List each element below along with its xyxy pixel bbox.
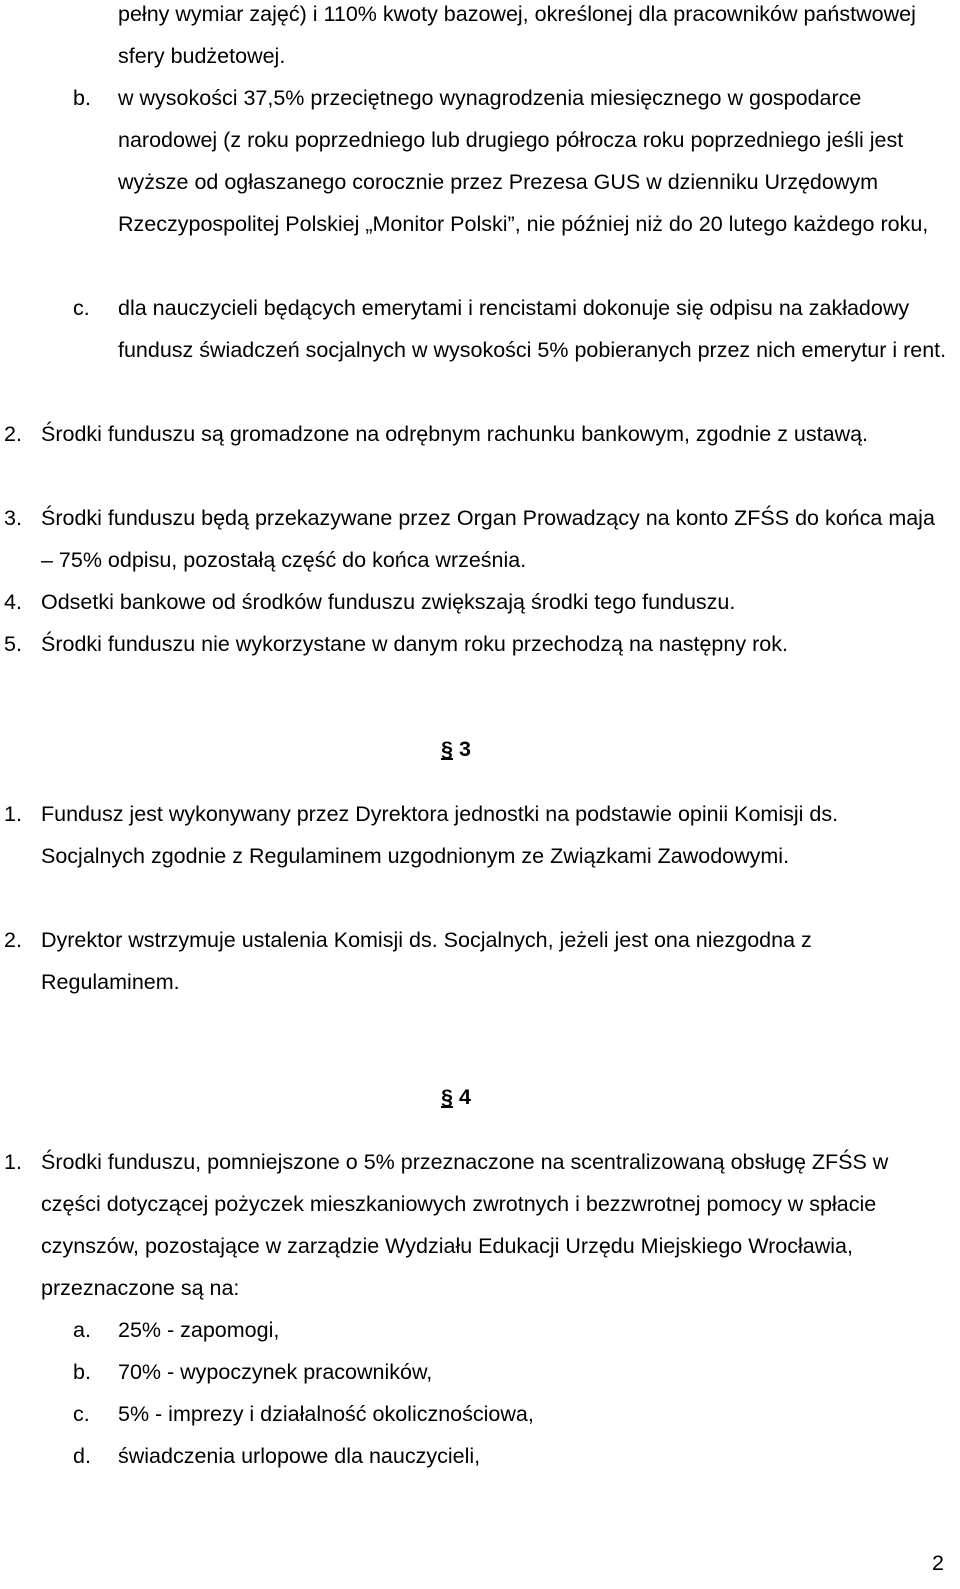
list-marker: b. — [73, 86, 91, 110]
list-marker: b. — [73, 1360, 91, 1384]
list-item-text: dla nauczycieli będących emerytami i rencistami dokonuje się odpisu na zakładowy fundusz świadczeń socjalnych w wysokości 5% pobieranych przez nich emerytur i rent. — [118, 296, 947, 362]
list-item-c — [73, 287, 953, 371]
list-item-text: Odsetki bankowe od środków funduszu zwiększają środki tego funduszu. — [41, 590, 736, 614]
numbered-item-5 — [4, 623, 944, 665]
list-item-d — [73, 1435, 953, 1477]
page-number: 2 — [932, 1551, 944, 1575]
list-marker: 2. — [4, 928, 22, 952]
list-item-text: Środki funduszu będą przekazywane przez Organ Prowadzący na konto ZFŚS do końca maja – 75% odpisu, pozostałą część do końca września. — [41, 506, 935, 572]
list-marker: a. — [73, 1318, 91, 1342]
numbered-item-2 — [4, 919, 944, 1003]
list-marker: 5. — [4, 632, 22, 656]
numbered-item-4 — [4, 581, 944, 623]
list-item-text: Środki funduszu, pomniejszone o 5% przeznaczone na scentralizowaną obsługę ZFŚS w części dotyczącej pożyczek mieszkaniowych zwrotnych i bezzwrotnej pomocy w spłacie czynszów, pozostające w zarządzie Wydziału Edukacji Urzędu Miejskiego Wrocławia, przeznaczone są na: — [41, 1150, 889, 1300]
list-marker: c. — [73, 296, 90, 320]
list-item-a — [73, 1309, 953, 1351]
list-item-text: Fundusz jest wykonywany przez Dyrektora jednostki na podstawie opinii Komisji ds. Socjalnych zgodnie z Regulaminem uzgodnionym ze Związkami Zawodowymi. — [41, 802, 839, 868]
list-marker: 3. — [4, 506, 22, 530]
numbered-item-3 — [4, 497, 944, 581]
list-marker: d. — [73, 1444, 91, 1468]
list-marker: 2. — [4, 422, 22, 446]
section-number: 4 — [458, 1085, 471, 1109]
numbered-item-1 — [4, 1141, 944, 1309]
section-number: 3 — [458, 737, 471, 761]
list-item-b — [73, 1351, 953, 1393]
section-symbol: § — [441, 737, 453, 761]
list-marker: 1. — [4, 802, 22, 826]
list-marker: 4. — [4, 590, 22, 614]
list-item-b — [73, 77, 953, 245]
list-item-text: w wysokości 37,5% przeciętnego wynagrodzenia miesięcznego w gospodarce narodowej (z roku poprzedniego lub drugiego półrocza roku poprzedniego jeśli jest wyższe od ogłaszanego corocznie przez Prezesa GUS w dzienniku Urzędowym Rzeczypospolitej Polskiej „Monitor Polski”, nie później niż do 20 lutego każdego roku, — [118, 86, 929, 236]
list-item-c — [73, 1393, 953, 1435]
list-item-text: 25% - zapomogi, — [118, 1318, 280, 1342]
list-item-text: 5% - imprezy i działalność okolicznościowa, — [118, 1402, 534, 1426]
list-item-text: Środki funduszu nie wykorzystane w danym roku przechodzą na następny rok. — [41, 632, 788, 656]
numbered-item-1 — [4, 793, 944, 877]
list-item-text: 70% - wypoczynek pracowników, — [118, 1360, 433, 1384]
continuation-paragraph: pełny wymiar zajęć) i 110% kwoty bazowej, określonej dla pracowników państwowej sfery budżetowej. — [118, 2, 916, 68]
list-item-text: świadczenia urlopowe dla nauczycieli, — [118, 1444, 481, 1468]
section-symbol: § — [441, 1085, 453, 1109]
list-marker: c. — [73, 1402, 90, 1426]
section-heading-3 — [441, 728, 471, 770]
section-heading-4 — [441, 1076, 471, 1118]
numbered-item-2 — [4, 413, 944, 455]
list-item-text: Dyrektor wstrzymuje ustalenia Komisji ds. Socjalnych, jeżeli jest ona niezgodna z Regulaminem. — [41, 928, 812, 994]
list-item-text: Środki funduszu są gromadzone na odrębnym rachunku bankowym, zgodnie z ustawą. — [41, 422, 869, 446]
list-marker: 1. — [4, 1150, 22, 1174]
